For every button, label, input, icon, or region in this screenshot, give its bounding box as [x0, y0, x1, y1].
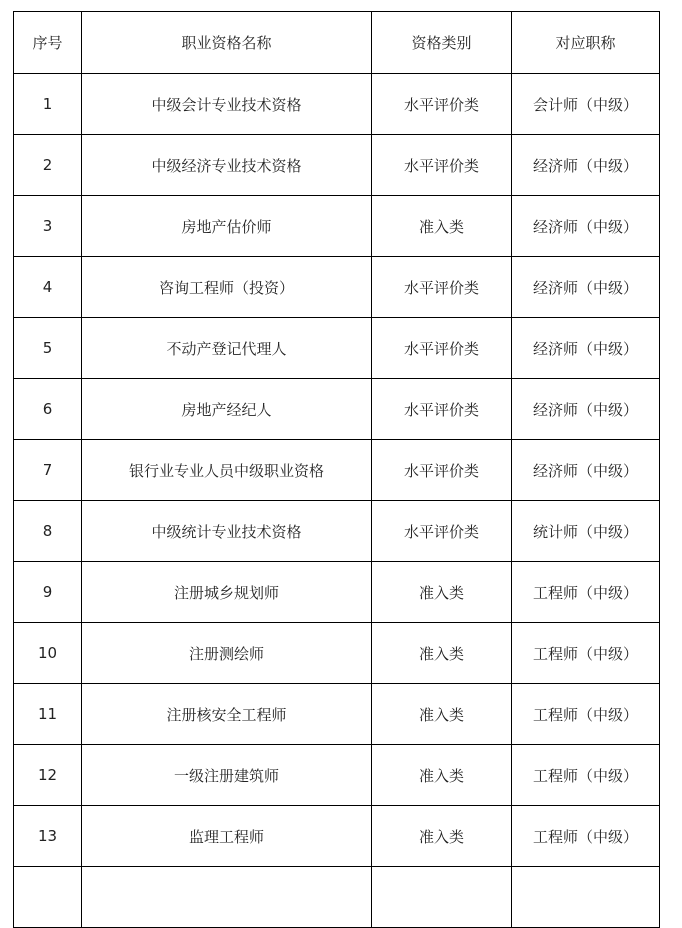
header-corresponding-title: 对应职称: [512, 12, 660, 74]
cell-qualification-name: 注册核安全工程师: [82, 684, 372, 745]
cell-qualification-category: 准入类: [372, 684, 512, 745]
cell-qualification-category: 水平评价类: [372, 440, 512, 501]
cell-corresponding-title: 经济师（中级）: [512, 196, 660, 257]
cell-qualification-name: 房地产估价师: [82, 196, 372, 257]
cell-serial-number: 1: [14, 74, 82, 135]
cell-qualification-category: 水平评价类: [372, 74, 512, 135]
cell-corresponding-title: 工程师（中级）: [512, 684, 660, 745]
table-row: [14, 440, 660, 501]
table-row: [14, 318, 660, 379]
cell-corresponding-title: [512, 867, 660, 928]
table-row: [14, 379, 660, 440]
cell-qualification-category: 水平评价类: [372, 318, 512, 379]
header-row: [14, 12, 660, 74]
cell-serial-number: 9: [14, 562, 82, 623]
cell-corresponding-title: 工程师（中级）: [512, 745, 660, 806]
qualification-table: [13, 11, 660, 928]
table-row: [14, 806, 660, 867]
cell-qualification-name: 中级统计专业技术资格: [82, 501, 372, 562]
cell-corresponding-title: 工程师（中级）: [512, 623, 660, 684]
cell-serial-number: 13: [14, 806, 82, 867]
cell-qualification-name: [82, 867, 372, 928]
cell-qualification-name: 银行业专业人员中级职业资格: [82, 440, 372, 501]
cell-corresponding-title: 统计师（中级）: [512, 501, 660, 562]
cell-corresponding-title: 经济师（中级）: [512, 135, 660, 196]
header-qualification-category: 资格类别: [372, 12, 512, 74]
cell-corresponding-title: 经济师（中级）: [512, 257, 660, 318]
table-header: [14, 12, 660, 74]
cell-qualification-name: 注册城乡规划师: [82, 562, 372, 623]
cell-corresponding-title: 经济师（中级）: [512, 318, 660, 379]
cell-serial-number: 4: [14, 257, 82, 318]
cell-qualification-category: 水平评价类: [372, 135, 512, 196]
table-row: [14, 745, 660, 806]
table-row: [14, 684, 660, 745]
cell-corresponding-title: 经济师（中级）: [512, 440, 660, 501]
cell-corresponding-title: 工程师（中级）: [512, 562, 660, 623]
cell-serial-number: 8: [14, 501, 82, 562]
cell-corresponding-title: 会计师（中级）: [512, 74, 660, 135]
cell-serial-number: 12: [14, 745, 82, 806]
cell-serial-number: 3: [14, 196, 82, 257]
cell-qualification-name: 咨询工程师（投资）: [82, 257, 372, 318]
cell-serial-number: 5: [14, 318, 82, 379]
cell-serial-number: 11: [14, 684, 82, 745]
cell-qualification-category: 水平评价类: [372, 379, 512, 440]
table-row: [14, 135, 660, 196]
cell-qualification-name: 中级经济专业技术资格: [82, 135, 372, 196]
cell-qualification-category: 准入类: [372, 806, 512, 867]
cell-qualification-name: 一级注册建筑师: [82, 745, 372, 806]
cell-serial-number: 7: [14, 440, 82, 501]
header-serial-number: 序号: [14, 12, 82, 74]
cell-qualification-name: 中级会计专业技术资格: [82, 74, 372, 135]
cell-qualification-name: 监理工程师: [82, 806, 372, 867]
table-row: [14, 867, 660, 928]
cell-qualification-name: 房地产经纪人: [82, 379, 372, 440]
cell-qualification-category: 准入类: [372, 196, 512, 257]
table-row: [14, 257, 660, 318]
table-row: [14, 196, 660, 257]
cell-corresponding-title: 工程师（中级）: [512, 806, 660, 867]
cell-qualification-name: 注册测绘师: [82, 623, 372, 684]
cell-qualification-name: 不动产登记代理人: [82, 318, 372, 379]
cell-serial-number: 10: [14, 623, 82, 684]
cell-serial-number: [14, 867, 82, 928]
table-row: [14, 562, 660, 623]
cell-qualification-category: 水平评价类: [372, 501, 512, 562]
table-row: [14, 74, 660, 135]
cell-qualification-category: 准入类: [372, 623, 512, 684]
cell-qualification-category: 水平评价类: [372, 257, 512, 318]
table-row: [14, 623, 660, 684]
cell-corresponding-title: 经济师（中级）: [512, 379, 660, 440]
cell-qualification-category: 准入类: [372, 745, 512, 806]
cell-serial-number: 2: [14, 135, 82, 196]
table-body: [14, 74, 660, 928]
cell-qualification-category: 准入类: [372, 562, 512, 623]
qualification-table-container: [13, 11, 660, 928]
table-row: [14, 501, 660, 562]
header-qualification-name: 职业资格名称: [82, 12, 372, 74]
cell-qualification-category: [372, 867, 512, 928]
cell-serial-number: 6: [14, 379, 82, 440]
